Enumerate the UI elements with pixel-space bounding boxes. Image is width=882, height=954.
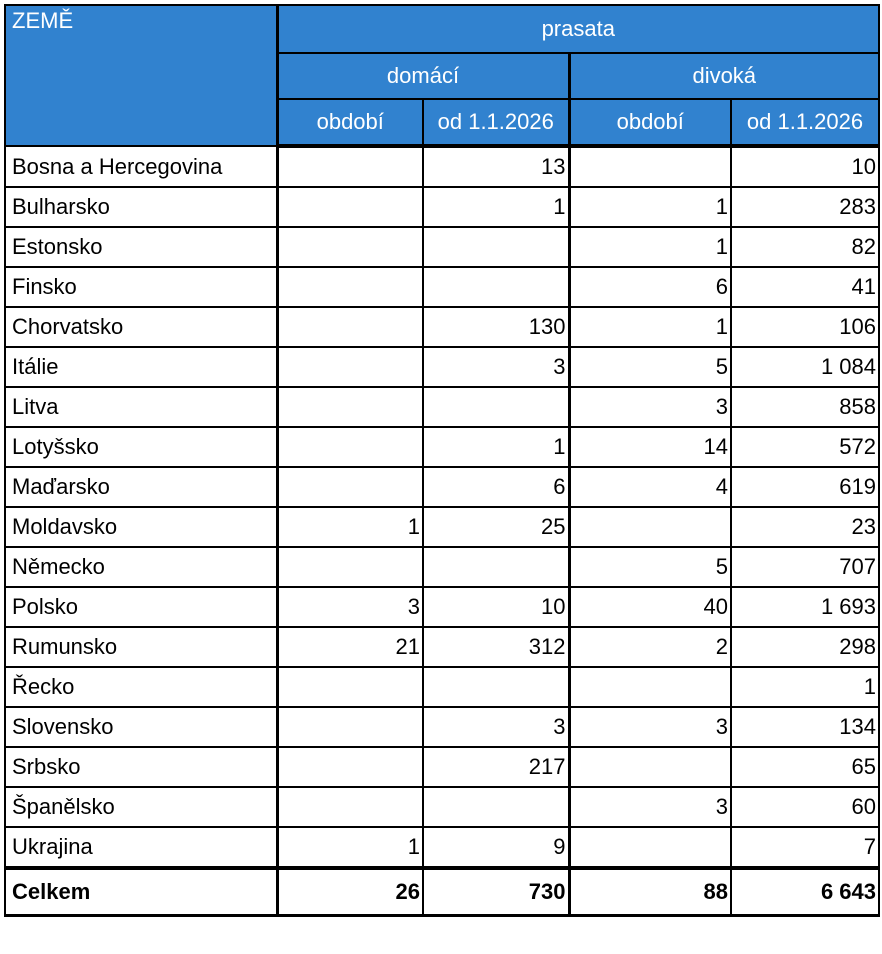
table-row xyxy=(5,627,879,667)
table-row xyxy=(5,187,879,227)
wild-since-cell: 23 xyxy=(731,507,879,547)
domestic-since-cell: 25 xyxy=(423,507,569,547)
domestic-period-cell xyxy=(277,387,423,427)
domestic-period-cell xyxy=(277,267,423,307)
table-body xyxy=(5,146,879,916)
table-header xyxy=(5,5,879,146)
wild-period-cell: 3 xyxy=(569,707,731,747)
country-name-cell: Srbsko xyxy=(5,747,277,787)
wild-period-cell: 4 xyxy=(569,467,731,507)
table-row xyxy=(5,146,879,187)
domestic-period-cell xyxy=(277,787,423,827)
domestic-since-cell xyxy=(423,267,569,307)
domestic-period-cell: 1 xyxy=(277,507,423,547)
country-name-cell: Polsko xyxy=(5,587,277,627)
wild-since-cell: 1 693 xyxy=(731,587,879,627)
table-row xyxy=(5,347,879,387)
domestic-period-cell xyxy=(277,427,423,467)
domestic-since-cell: 3 xyxy=(423,347,569,387)
domestic-period-cell: 3 xyxy=(277,587,423,627)
domestic-since-cell: 6 xyxy=(423,467,569,507)
wild-since-cell: 298 xyxy=(731,627,879,667)
domestic-header: domácí xyxy=(277,53,569,99)
wild-since-cell: 1 084 xyxy=(731,347,879,387)
wild-since-cell: 134 xyxy=(731,707,879,747)
domestic-since-cell xyxy=(423,547,569,587)
wild-since-cell: 106 xyxy=(731,307,879,347)
table-row xyxy=(5,827,879,868)
domestic-period-cell xyxy=(277,667,423,707)
domestic-since-cell xyxy=(423,667,569,707)
table-row xyxy=(5,587,879,627)
wild-period-header: období xyxy=(569,99,731,146)
wild-since-cell: 60 xyxy=(731,787,879,827)
wild-since-cell: 283 xyxy=(731,187,879,227)
wild-period-cell: 3 xyxy=(569,387,731,427)
wild-since-cell: 41 xyxy=(731,267,879,307)
domestic-period-cell xyxy=(277,307,423,347)
domestic-since-cell: 13 xyxy=(423,146,569,187)
wild-period-cell xyxy=(569,507,731,547)
table-row xyxy=(5,267,879,307)
wild-period-cell: 6 xyxy=(569,267,731,307)
wild-period-cell: 1 xyxy=(569,227,731,267)
table-row xyxy=(5,787,879,827)
domestic-period-cell xyxy=(277,467,423,507)
wild-since-header: od 1.1.2026 xyxy=(731,99,879,146)
country-name-cell: Litva xyxy=(5,387,277,427)
domestic-period-cell xyxy=(277,707,423,747)
domestic-since-cell: 3 xyxy=(423,707,569,747)
country-column-header: ZEMĚ xyxy=(5,5,277,146)
domestic-since-cell xyxy=(423,387,569,427)
domestic-period-cell xyxy=(277,747,423,787)
wild-since-cell: 6 643 xyxy=(731,868,879,916)
domestic-since-cell: 9 xyxy=(423,827,569,868)
domestic-since-cell: 1 xyxy=(423,187,569,227)
wild-period-cell: 5 xyxy=(569,547,731,587)
wild-period-cell xyxy=(569,747,731,787)
wild-period-cell: 14 xyxy=(569,427,731,467)
wild-period-cell xyxy=(569,827,731,868)
country-name-cell: Finsko xyxy=(5,267,277,307)
country-name-cell: Slovensko xyxy=(5,707,277,747)
domestic-since-cell: 730 xyxy=(423,868,569,916)
wild-since-cell: 572 xyxy=(731,427,879,467)
wild-period-cell: 3 xyxy=(569,787,731,827)
wild-period-cell xyxy=(569,667,731,707)
country-name-cell: Maďarsko xyxy=(5,467,277,507)
domestic-since-cell: 130 xyxy=(423,307,569,347)
country-name-cell: Řecko xyxy=(5,667,277,707)
domestic-period-cell: 1 xyxy=(277,827,423,868)
domestic-since-cell: 217 xyxy=(423,747,569,787)
asf-outbreak-table xyxy=(4,4,880,917)
country-name-cell: Rumunsko xyxy=(5,627,277,667)
table-row xyxy=(5,467,879,507)
domestic-period-cell xyxy=(277,146,423,187)
country-name-cell: Německo xyxy=(5,547,277,587)
domestic-period-cell xyxy=(277,187,423,227)
domestic-since-cell: 1 xyxy=(423,427,569,467)
domestic-period-cell xyxy=(277,227,423,267)
wild-header: divoká xyxy=(569,53,879,99)
domestic-period-cell xyxy=(277,347,423,387)
domestic-since-cell: 312 xyxy=(423,627,569,667)
wild-period-cell: 1 xyxy=(569,307,731,347)
wild-period-cell: 5 xyxy=(569,347,731,387)
country-name-cell: Itálie xyxy=(5,347,277,387)
wild-since-cell: 1 xyxy=(731,667,879,707)
domestic-since-header: od 1.1.2026 xyxy=(423,99,569,146)
domestic-since-cell xyxy=(423,227,569,267)
wild-period-cell: 88 xyxy=(569,868,731,916)
domestic-since-cell xyxy=(423,787,569,827)
wild-period-cell: 1 xyxy=(569,187,731,227)
table-row xyxy=(5,427,879,467)
country-name-cell: Estonsko xyxy=(5,227,277,267)
wild-period-cell: 2 xyxy=(569,627,731,667)
wild-since-cell: 619 xyxy=(731,467,879,507)
country-name-cell: Celkem xyxy=(5,868,277,916)
country-name-cell: Chorvatsko xyxy=(5,307,277,347)
table-row xyxy=(5,747,879,787)
domestic-since-cell: 10 xyxy=(423,587,569,627)
country-name-cell: Ukrajina xyxy=(5,827,277,868)
wild-since-cell: 858 xyxy=(731,387,879,427)
wild-since-cell: 7 xyxy=(731,827,879,868)
table-row xyxy=(5,227,879,267)
wild-since-cell: 82 xyxy=(731,227,879,267)
country-name-cell: Lotyšsko xyxy=(5,427,277,467)
wild-period-cell xyxy=(569,146,731,187)
table-row xyxy=(5,387,879,427)
table-row xyxy=(5,507,879,547)
table-row xyxy=(5,547,879,587)
wild-since-cell: 65 xyxy=(731,747,879,787)
pigs-group-header: prasata xyxy=(277,5,879,53)
table-row xyxy=(5,707,879,747)
domestic-period-cell: 26 xyxy=(277,868,423,916)
total-row xyxy=(5,868,879,916)
country-name-cell: Bulharsko xyxy=(5,187,277,227)
domestic-period-cell: 21 xyxy=(277,627,423,667)
country-name-cell: Bosna a Hercegovina xyxy=(5,146,277,187)
domestic-period-cell xyxy=(277,547,423,587)
table-row xyxy=(5,307,879,347)
country-name-cell: Španělsko xyxy=(5,787,277,827)
country-name-cell: Moldavsko xyxy=(5,507,277,547)
table-row xyxy=(5,667,879,707)
wild-since-cell: 707 xyxy=(731,547,879,587)
wild-period-cell: 40 xyxy=(569,587,731,627)
wild-since-cell: 10 xyxy=(731,146,879,187)
domestic-period-header: období xyxy=(277,99,423,146)
